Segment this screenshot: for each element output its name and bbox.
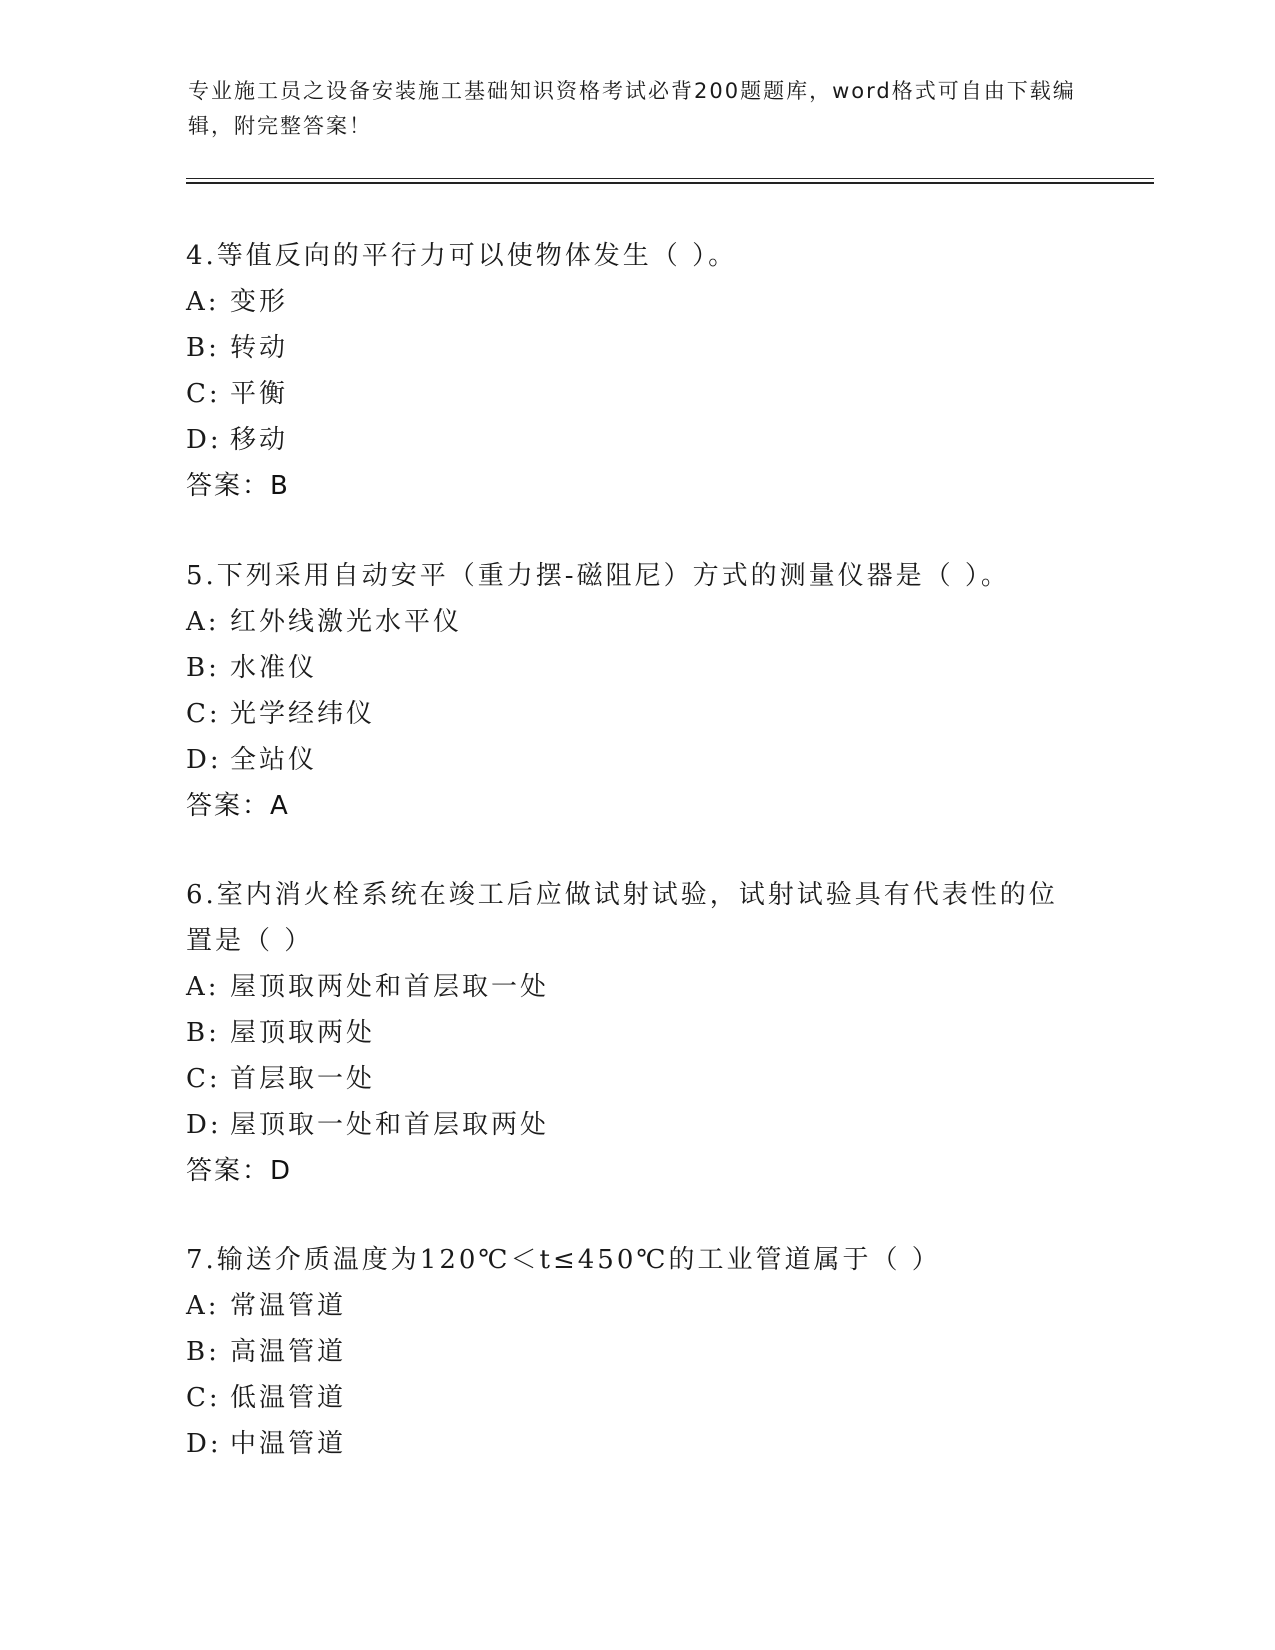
option-key: B: <box>186 1337 220 1367</box>
option-text: 红外线激光水平仪 <box>230 607 463 637</box>
option-a <box>186 599 1086 645</box>
answer-value: A <box>270 791 290 821</box>
option-key: A: <box>186 607 220 637</box>
option-text: 光学经纬仪 <box>230 699 376 729</box>
option-key: D: <box>186 1110 222 1140</box>
option-c <box>186 1375 1086 1421</box>
option-a <box>186 964 1086 1010</box>
question-text: 7.输送介质温度为120℃＜t≤450℃的工业管道属于（ ） <box>186 1245 941 1275</box>
option-d <box>186 417 1086 463</box>
option-d <box>186 1421 1086 1467</box>
header-divider-thick <box>186 182 1154 184</box>
option-key: C: <box>186 1383 221 1413</box>
answer-label: 答案： <box>186 1156 271 1186</box>
option-text: 屋顶取两处 <box>230 1018 376 1048</box>
question-text: 4.等值反向的平行力可以使物体发生（ ）。 <box>186 241 738 271</box>
option-text: 移动 <box>230 425 289 455</box>
option-key: A: <box>186 287 220 317</box>
option-key: D: <box>186 745 222 775</box>
question-block <box>186 553 1086 829</box>
option-b <box>186 1010 1086 1056</box>
option-key: B: <box>186 333 220 363</box>
option-key: D: <box>186 425 222 455</box>
option-b <box>186 1329 1086 1375</box>
question-block <box>186 872 1086 1194</box>
option-a <box>186 1283 1086 1329</box>
option-key: A: <box>186 972 220 1002</box>
option-key: B: <box>186 1018 220 1048</box>
option-d <box>186 1102 1086 1148</box>
option-c <box>186 691 1086 737</box>
option-a <box>186 279 1086 325</box>
answer-label: 答案： <box>186 791 271 821</box>
option-text: 水准仪 <box>230 653 318 683</box>
option-key: A: <box>186 1291 220 1321</box>
option-text: 低温管道 <box>230 1383 347 1413</box>
question-text: 6.室内消火栓系统在竣工后应做试射试验，试射试验具有代表性的位置是（ ） <box>186 880 1058 956</box>
option-c <box>186 1056 1086 1102</box>
answer-line <box>186 463 1086 509</box>
option-key: D: <box>186 1429 222 1459</box>
option-key: C: <box>186 379 221 409</box>
option-key: C: <box>186 1064 221 1094</box>
option-text: 屋顶取两处和首层取一处 <box>230 972 550 1002</box>
option-c <box>186 371 1086 417</box>
answer-line <box>186 783 1086 829</box>
option-text: 首层取一处 <box>230 1064 376 1094</box>
option-text: 高温管道 <box>230 1337 347 1367</box>
document-header: 专业施工员之设备安装施工基础知识资格考试必背200题题库，word格式可自由下载编辑，附完整答案！ <box>188 79 1076 138</box>
option-d <box>186 737 1086 783</box>
answer-label: 答案： <box>186 471 271 501</box>
answer-value: B <box>270 471 290 501</box>
option-text: 平衡 <box>230 379 289 409</box>
option-b <box>186 325 1086 371</box>
option-key: B: <box>186 653 220 683</box>
question-text: 5.下列采用自动安平（重力摆-磁阻尼）方式的测量仪器是（ ）。 <box>186 561 1010 591</box>
option-text: 转动 <box>230 333 289 363</box>
question-block <box>186 233 1086 509</box>
option-key: C: <box>186 699 221 729</box>
answer-value: D <box>270 1156 293 1186</box>
answer-line <box>186 1148 1086 1194</box>
option-text: 屋顶取一处和首层取两处 <box>230 1110 550 1140</box>
option-text: 变形 <box>230 287 289 317</box>
question-block <box>186 1237 1086 1467</box>
option-b <box>186 645 1086 691</box>
option-text: 常温管道 <box>230 1291 347 1321</box>
option-text: 全站仪 <box>230 745 318 775</box>
header-divider-thin <box>186 178 1154 179</box>
option-text: 中温管道 <box>230 1429 347 1459</box>
